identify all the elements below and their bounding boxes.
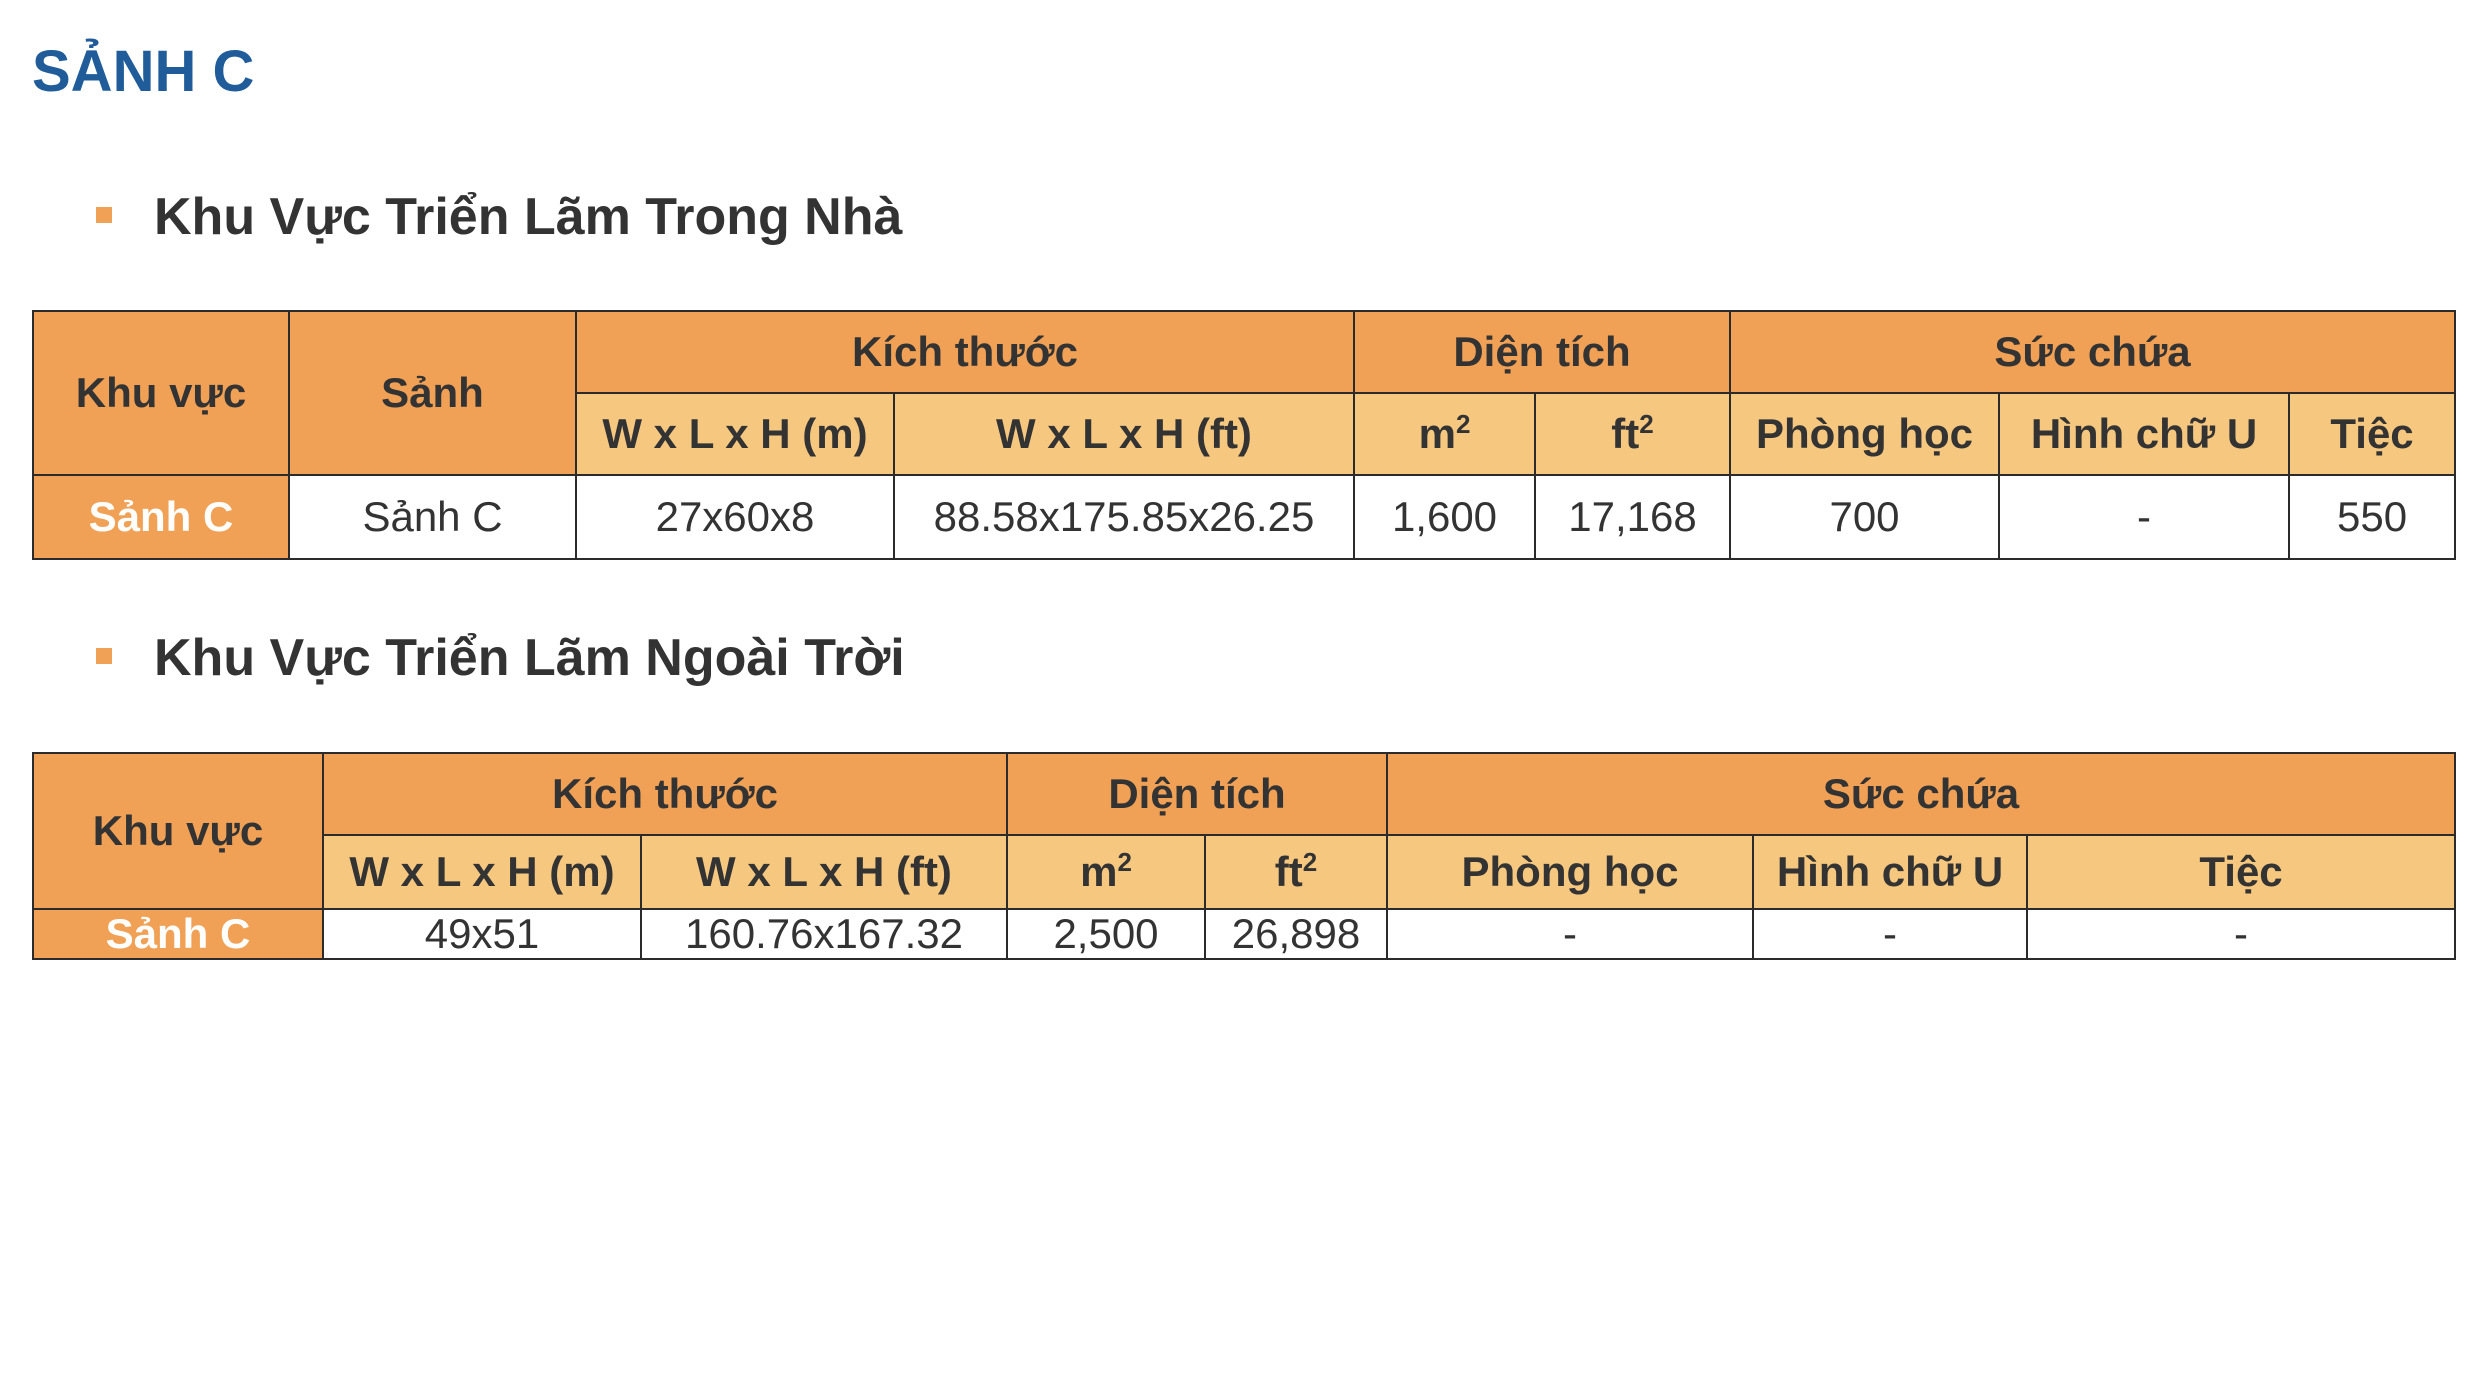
header-capacity: Sức chứa [1730, 311, 2455, 393]
table-header-row [33, 753, 2455, 835]
header-m2 [1007, 835, 1205, 909]
header-capacity: Sức chứa [1387, 753, 2455, 835]
cell-banquet: - [2027, 909, 2455, 959]
header-banquet: Tiệc [2289, 393, 2455, 475]
header-dim-ft: W x L x H (ft) [641, 835, 1007, 909]
square-bullet-icon [96, 648, 112, 664]
table-row [33, 475, 2455, 559]
section-heading-outdoor [96, 622, 905, 694]
unit-ft: ft [1274, 848, 1303, 895]
header-ft2 [1535, 393, 1730, 475]
header-u-shape: Hình chữ U [1999, 393, 2289, 475]
header-area-size: Diện tích [1354, 311, 1730, 393]
header-dimensions: Kích thước [323, 753, 1007, 835]
unit-exponent: 2 [1455, 409, 1471, 439]
cell-classroom: 700 [1730, 475, 1999, 559]
cell-u-shape: - [1999, 475, 2289, 559]
cell-banquet: 550 [2289, 475, 2455, 559]
section-heading-indoor [96, 181, 902, 253]
header-classroom: Phòng học [1730, 393, 1999, 475]
cell-hall: Sảnh C [289, 475, 576, 559]
unit-exponent: 2 [1302, 847, 1318, 877]
cell-dim-m: 49x51 [323, 909, 641, 959]
header-area: Khu vực [33, 753, 323, 909]
header-dim-ft: W x L x H (ft) [894, 393, 1354, 475]
table-subheader-row [33, 835, 2455, 909]
header-dimensions: Kích thước [576, 311, 1354, 393]
row-area: Sảnh C [33, 909, 323, 959]
header-hall: Sảnh [289, 311, 576, 475]
unit-ft: ft [1611, 410, 1640, 457]
table-header-row [33, 311, 2455, 393]
unit-m: m [1418, 410, 1456, 457]
header-classroom: Phòng học [1387, 835, 1753, 909]
section-heading-indoor-label: Khu Vực Triển Lãm Trong Nhà [154, 188, 903, 246]
cell-m2: 2,500 [1007, 909, 1205, 959]
cell-ft2: 17,168 [1535, 475, 1730, 559]
header-ft2 [1205, 835, 1387, 909]
cell-u-shape: - [1753, 909, 2027, 959]
indoor-exhibition-table [32, 310, 2456, 560]
section-heading-outdoor-label: Khu Vực Triển Lãm Ngoài Trời [154, 629, 905, 687]
cell-ft2: 26,898 [1205, 909, 1387, 959]
header-area-size: Diện tích [1007, 753, 1387, 835]
unit-m: m [1080, 848, 1118, 895]
header-dim-m: W x L x H (m) [576, 393, 894, 475]
header-banquet: Tiệc [2027, 835, 2455, 909]
page-title: SẢNH C [32, 39, 255, 104]
header-m2 [1354, 393, 1535, 475]
cell-dim-m: 27x60x8 [576, 475, 894, 559]
table-row [33, 909, 2455, 959]
unit-exponent: 2 [1639, 409, 1654, 439]
outdoor-exhibition-table [32, 752, 2456, 960]
square-bullet-icon [96, 207, 112, 223]
row-area: Sảnh C [33, 475, 289, 559]
header-u-shape: Hình chữ U [1753, 835, 2027, 909]
header-dim-m: W x L x H (m) [323, 835, 641, 909]
cell-m2: 1,600 [1354, 475, 1535, 559]
unit-exponent: 2 [1117, 847, 1132, 877]
cell-dim-ft: 88.58x175.85x26.25 [894, 475, 1354, 559]
cell-dim-ft: 160.76x167.32 [641, 909, 1007, 959]
header-area: Khu vực [33, 311, 289, 475]
cell-classroom: - [1387, 909, 1753, 959]
